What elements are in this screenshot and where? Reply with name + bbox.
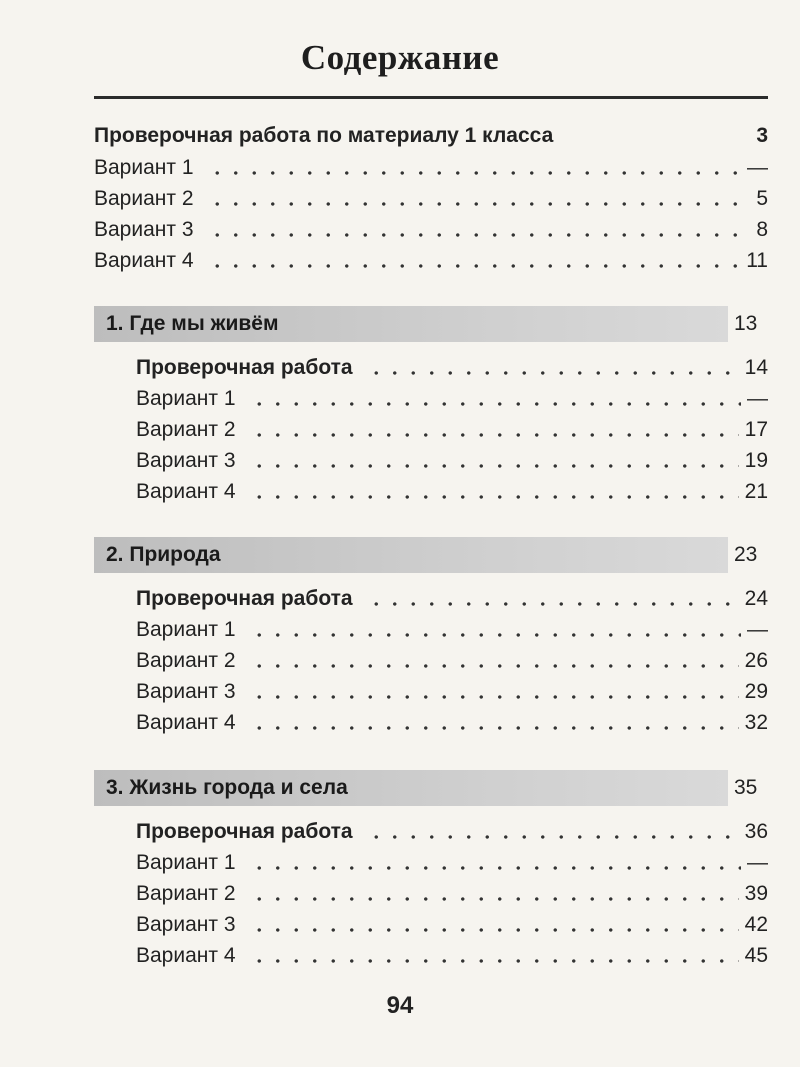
toc-entry-page: 21 (744, 480, 768, 503)
section-label: 3. Жизнь города и села (106, 776, 348, 799)
toc-entry-label: Вариант 1 (94, 156, 194, 179)
leader-dots (250, 432, 739, 438)
toc-entry-page: 32 (744, 711, 768, 734)
toc-entry-page: 11 (746, 249, 768, 272)
toc-entry-label: Вариант 3 (94, 218, 194, 241)
section-page: 13 (734, 312, 758, 335)
leader-dots (250, 494, 739, 500)
toc-entry-label: Вариант 2 (94, 187, 194, 210)
leader-dots (250, 725, 739, 731)
toc-entry-label: Вариант 4 (136, 480, 236, 503)
toc-entry-intro-variant-2[interactable] (94, 184, 768, 214)
page-title: Содержание (300, 38, 500, 77)
toc-entry-section-3-variant-4[interactable] (136, 941, 768, 971)
toc-entry-page: 14 (744, 356, 768, 379)
section-label: 2. Природа (106, 543, 221, 566)
leader-dots (250, 958, 739, 964)
toc-entry-page: — (747, 851, 768, 874)
toc-entry-label: Вариант 3 (136, 680, 236, 703)
leader-dots (250, 663, 739, 669)
toc-entry-section-3-variant-1[interactable] (136, 848, 768, 878)
leader-dots (250, 694, 739, 700)
toc-entry-label: Вариант 1 (136, 387, 236, 410)
toc-entry-page: 39 (744, 882, 768, 905)
leader-dots (250, 927, 739, 933)
toc-entry-label: Вариант 2 (136, 882, 236, 905)
toc-entry-section-1-variant-2[interactable] (136, 415, 768, 445)
toc-entry-section-1-variant-1[interactable] (136, 384, 768, 414)
leader-dots (208, 263, 741, 269)
section-page: 35 (734, 776, 758, 799)
toc-entry-page: 42 (744, 913, 768, 936)
toc-entry-label: Проверочная работа по материалу 1 класса (94, 124, 554, 147)
title-rule (94, 96, 768, 99)
leader-dots (250, 463, 739, 469)
leader-dots (367, 370, 739, 376)
toc-section-3[interactable] (94, 770, 348, 806)
leader-dots (250, 896, 739, 902)
toc-entry-section-2-variant-1[interactable] (136, 615, 768, 645)
toc-entry-section-2-variant-2[interactable] (136, 646, 768, 676)
toc-entry-page: — (747, 618, 768, 641)
toc-entry-label: Вариант 1 (136, 851, 236, 874)
toc-entry-section-1-variant-4[interactable] (136, 477, 768, 507)
toc-entry-page: 19 (744, 449, 768, 472)
toc-entry-label: Проверочная работа (136, 356, 353, 379)
leader-dots (208, 170, 741, 176)
toc-entry-section-3-variant-3[interactable] (136, 910, 768, 940)
toc-entry-label: Вариант 4 (136, 944, 236, 967)
leader-dots (250, 632, 741, 638)
toc-entry-page: 29 (744, 680, 768, 703)
leader-dots (250, 401, 741, 407)
toc-entry-page: 24 (744, 587, 768, 610)
toc-entry-section-3-work[interactable] (136, 817, 768, 847)
toc-section-2[interactable] (94, 537, 221, 573)
toc-entry-intro-variant-3[interactable] (94, 215, 768, 245)
toc-entry-label: Вариант 3 (136, 913, 236, 936)
section-label: 1. Где мы живём (106, 312, 279, 335)
toc-entry-intro-variant-4[interactable] (94, 246, 768, 276)
section-page: 23 (734, 543, 758, 566)
toc-entry-intro-variant-1[interactable] (94, 153, 768, 183)
toc-entry-page: 5 (756, 187, 768, 210)
toc-entry-label: Вариант 2 (136, 418, 236, 441)
toc-entry-page: 36 (744, 820, 768, 843)
toc-entry-section-2-variant-4[interactable] (136, 708, 768, 738)
toc-entry-label: Проверочная работа (136, 587, 353, 610)
toc-entry-intro[interactable] (94, 121, 768, 151)
toc-entry-section-1-variant-3[interactable] (136, 446, 768, 476)
toc-entry-page: 17 (744, 418, 768, 441)
toc-entry-label: Вариант 3 (136, 449, 236, 472)
toc-entry-section-2-work[interactable] (136, 584, 768, 614)
toc-entry-section-1-work[interactable] (136, 353, 768, 383)
leader-dots (208, 201, 748, 207)
toc-entry-label: Вариант 1 (136, 618, 236, 641)
page-number: 94 (386, 992, 414, 1019)
toc-entry-page: — (747, 387, 768, 410)
toc-entry-label: Вариант 4 (136, 711, 236, 734)
toc-entry-page: 26 (744, 649, 768, 672)
toc-entry-page: 8 (756, 218, 768, 241)
leader-dots (367, 834, 739, 840)
toc-section-1[interactable] (94, 306, 279, 342)
leader-dots (208, 232, 748, 238)
toc-entry-label: Вариант 4 (94, 249, 194, 272)
toc-entry-page: 3 (756, 124, 768, 147)
toc-entry-label: Вариант 2 (136, 649, 236, 672)
toc-entry-page: — (747, 156, 768, 179)
leader-dots (250, 865, 741, 871)
toc-entry-label: Проверочная работа (136, 820, 353, 843)
toc-entry-page: 45 (744, 944, 768, 967)
toc-entry-section-2-variant-3[interactable] (136, 677, 768, 707)
leader-dots (367, 601, 739, 607)
toc-entry-section-3-variant-2[interactable] (136, 879, 768, 909)
